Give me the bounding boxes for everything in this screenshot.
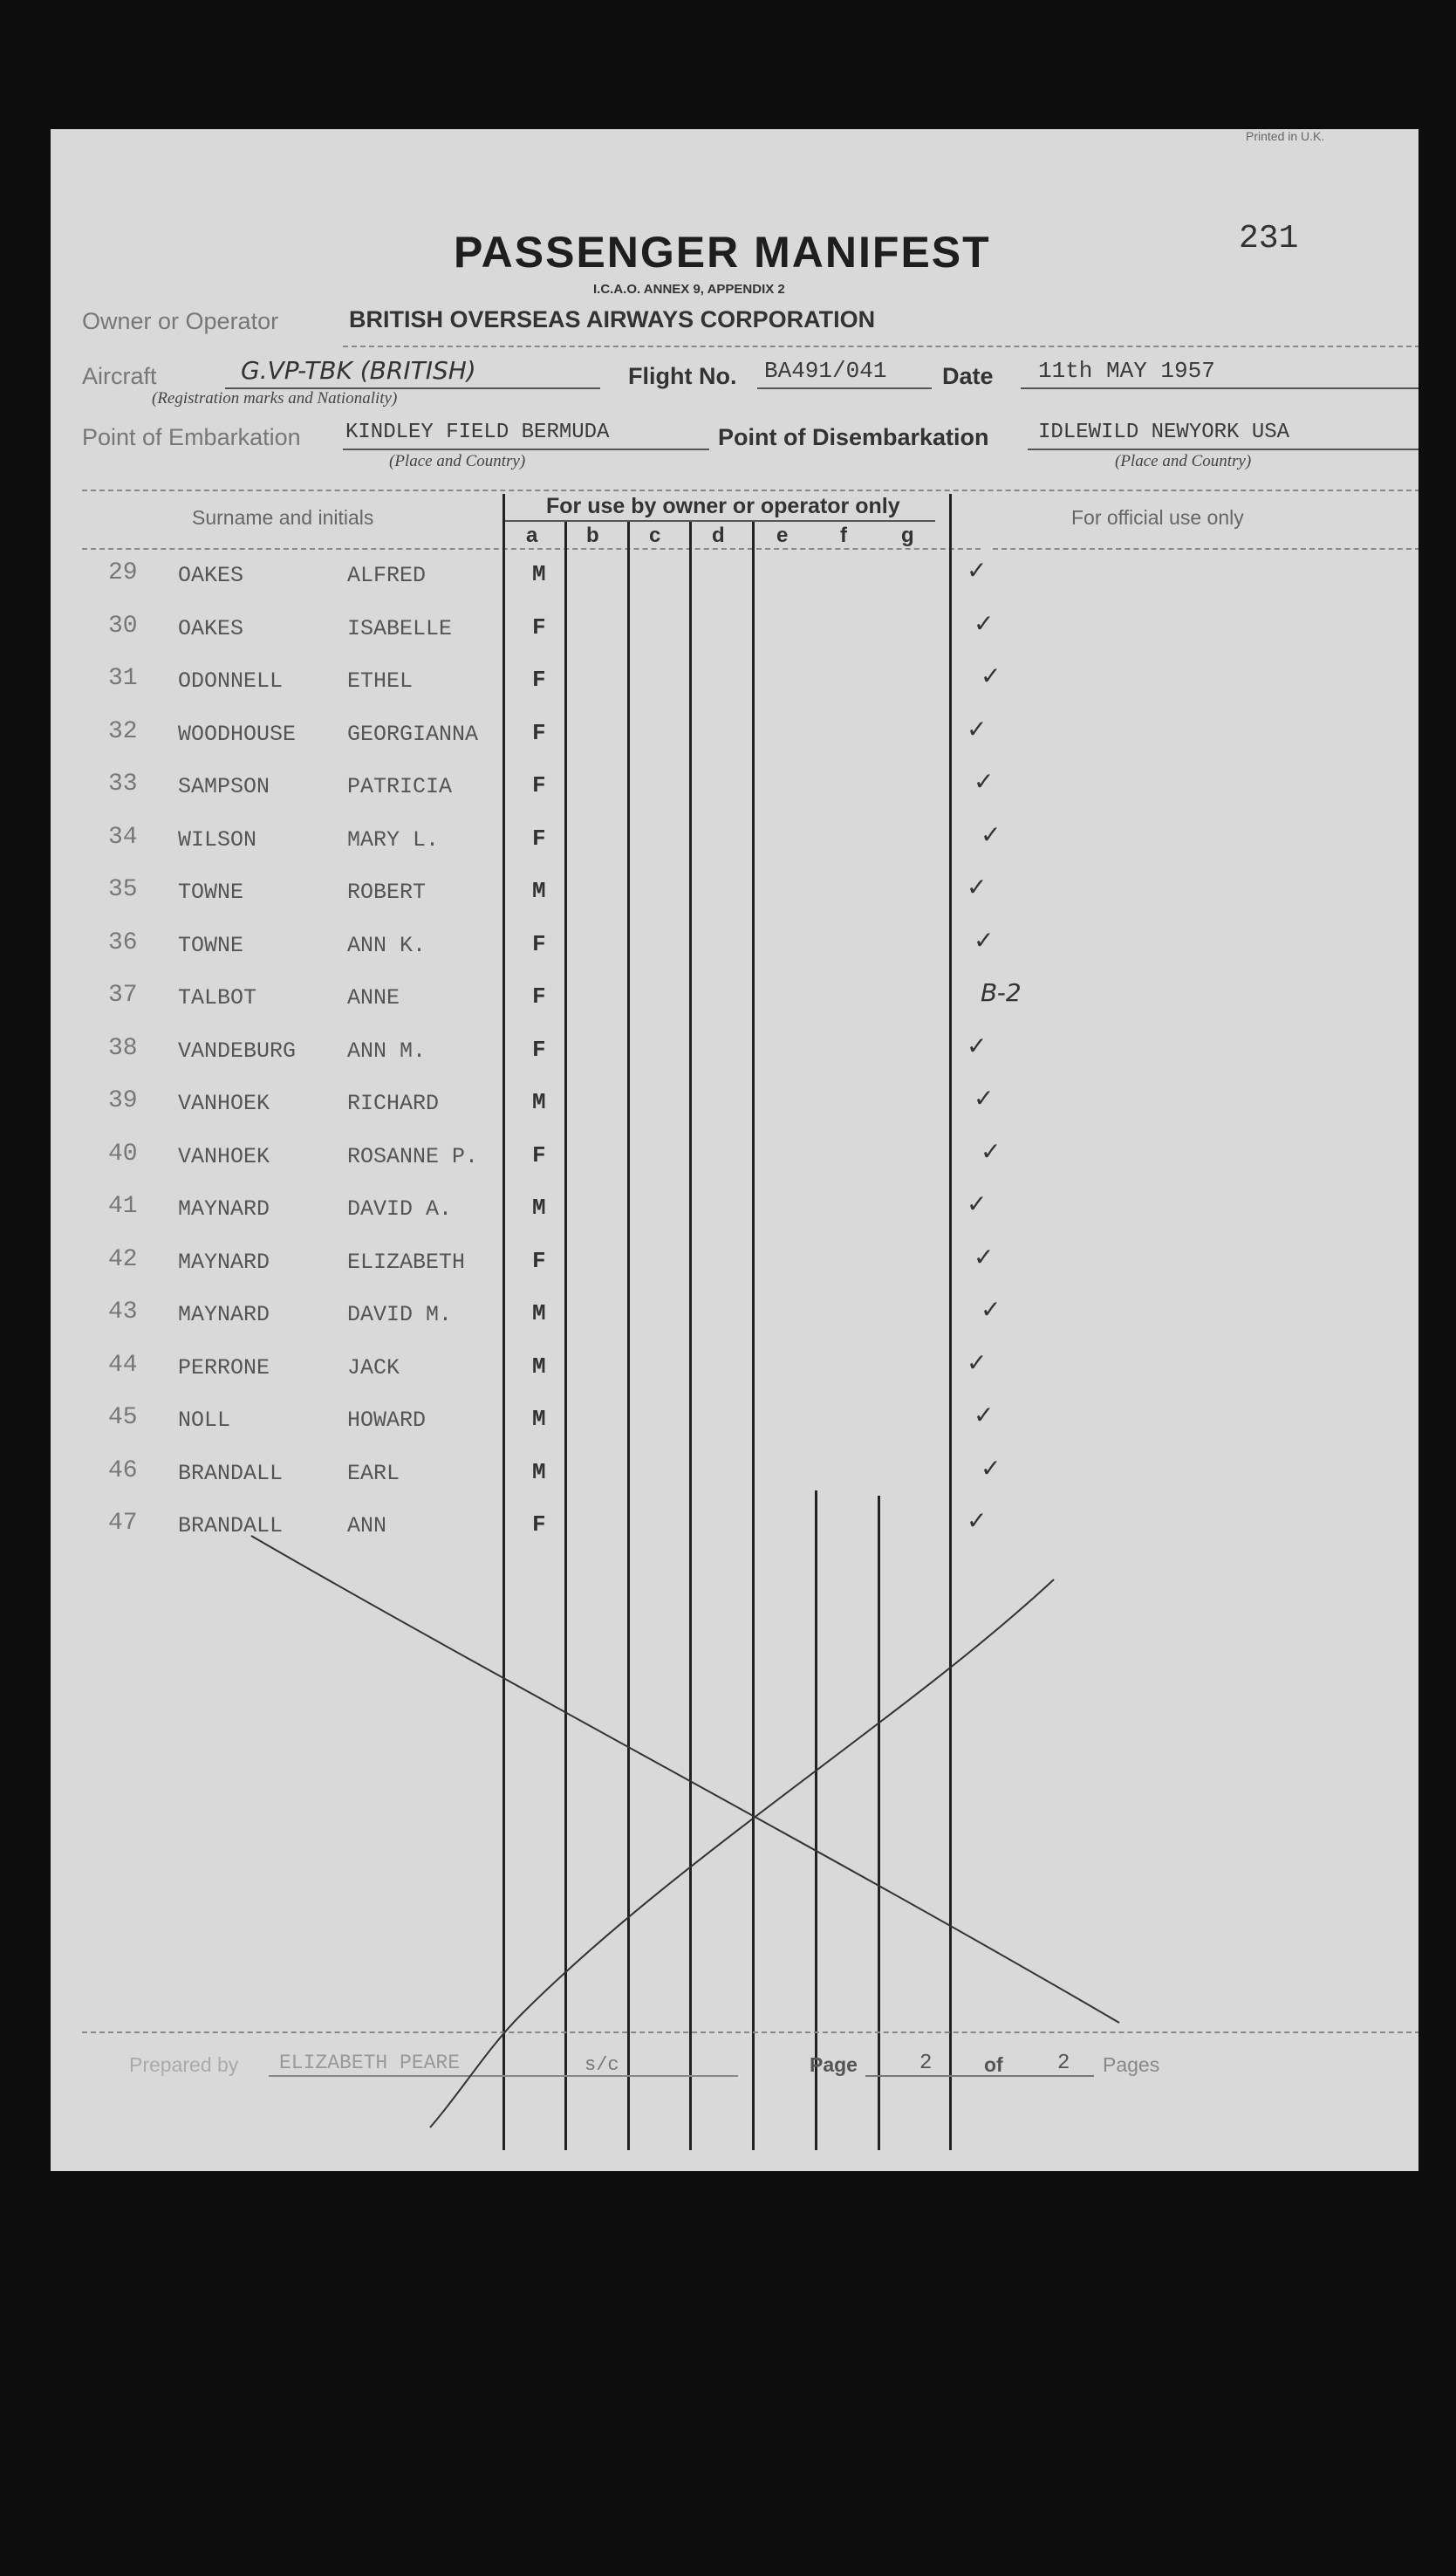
row-number: 41 [108, 1193, 138, 1220]
disembarkation-label: Point of Disembarkation [718, 424, 989, 450]
official-check-mark: ✓ [981, 1137, 1001, 1166]
passenger-sex-code: F [532, 983, 546, 1010]
passenger-given-name: ANN M. [347, 1038, 427, 1064]
passenger-surname: TOWNE [178, 880, 244, 905]
official-check-mark: ✓ [974, 926, 995, 955]
row-number: 30 [108, 613, 138, 640]
aircraft-label: Aircraft [82, 363, 157, 389]
passenger-sex-code: M [532, 1089, 546, 1115]
passenger-given-name: RICHARD [347, 1091, 440, 1116]
row-number: 38 [108, 1035, 138, 1062]
page-label: Page [810, 2053, 858, 2076]
owner-underline [343, 346, 1418, 347]
page-total: 2 [1057, 2052, 1070, 2075]
passenger-surname: TALBOT [178, 985, 257, 1011]
passenger-given-name: GEORGIANNA [347, 722, 479, 747]
passenger-surname: MAYNARD [178, 1196, 270, 1222]
passenger-surname: OAKES [178, 616, 244, 641]
passenger-sex-code: M [532, 1459, 546, 1485]
passenger-sex-code: F [532, 1511, 546, 1538]
passenger-given-name: ISABELLE [347, 616, 453, 641]
passenger-given-name: DAVID A. [347, 1196, 453, 1222]
passenger-surname: VANHOEK [178, 1144, 270, 1169]
table-row [51, 871, 1418, 920]
of-label: of [984, 2053, 1003, 2076]
flight-value: BA491/041 [764, 358, 887, 384]
row-number: 33 [108, 771, 138, 798]
flight-underline [757, 387, 932, 389]
embarkation-underline [343, 449, 709, 450]
table-row [51, 713, 1418, 762]
column-header-rule [82, 548, 981, 550]
passenger-given-name: ANN [347, 1513, 387, 1538]
passenger-surname: VANHOEK [178, 1091, 270, 1116]
passenger-given-name: EARL [347, 1461, 400, 1486]
operator-use-header: For use by owner or operator only [546, 494, 900, 518]
row-number: 46 [108, 1457, 138, 1484]
passenger-given-name: DAVID M. [347, 1302, 453, 1327]
passenger-sex-code: F [532, 720, 546, 746]
page-number: 2 [919, 2052, 933, 2075]
passenger-surname: WILSON [178, 827, 257, 853]
flight-label: Flight No. [628, 363, 737, 389]
official-check-mark: ✓ [967, 1348, 988, 1377]
table-row [51, 1135, 1418, 1184]
passenger-surname: SAMPSON [178, 774, 270, 799]
cross-out-stroke [430, 1579, 1054, 2127]
table-row [51, 1504, 1418, 1553]
passenger-sex-code: F [532, 826, 546, 852]
passenger-given-name: ANN K. [347, 933, 427, 958]
disembarkation-underline [1028, 449, 1418, 450]
passenger-surname: BRANDALL [178, 1461, 284, 1486]
passenger-surname: OAKES [178, 563, 244, 588]
row-number: 47 [108, 1510, 138, 1537]
passenger-sex-code: M [532, 561, 546, 587]
passenger-surname: PERRONE [178, 1355, 270, 1380]
official-check-mark: ✓ [981, 1454, 1001, 1483]
passenger-surname: TOWNE [178, 933, 244, 958]
passenger-surname: BRANDALL [178, 1513, 284, 1538]
aircraft-value: G.VP-TBK (BRITISH) [241, 356, 476, 385]
passenger-given-name: ALFRED [347, 563, 427, 588]
official-check-mark: ✓ [981, 661, 1001, 690]
column-header-d: d [712, 524, 725, 547]
pages-label: Pages [1103, 2053, 1160, 2076]
passenger-surname: NOLL [178, 1408, 231, 1433]
date-label: Date [942, 363, 994, 389]
passenger-surname: MAYNARD [178, 1302, 270, 1327]
manifest-document [51, 129, 1418, 2171]
passenger-sex-code: F [532, 614, 546, 641]
passenger-sex-code: M [532, 1353, 546, 1380]
passenger-sex-code: F [532, 1142, 546, 1168]
row-number: 43 [108, 1298, 138, 1326]
table-row [51, 607, 1418, 656]
passenger-sex-code: F [532, 1037, 546, 1063]
table-row [51, 1346, 1418, 1395]
passenger-sex-code: F [532, 667, 546, 693]
surname-column-header: Surname and initials [192, 506, 374, 529]
date-value: 11th MAY 1957 [1038, 358, 1215, 384]
official-check-mark: ✓ [967, 715, 988, 743]
official-check-mark: ✓ [974, 767, 995, 796]
passenger-given-name: ETHEL [347, 668, 414, 694]
official-check-mark: ✓ [974, 609, 995, 638]
official-check-mark: ✓ [967, 1189, 988, 1218]
passenger-given-name: PATRICIA [347, 774, 453, 799]
disembarkation-note: (Place and Country) [1115, 452, 1252, 470]
passenger-sex-code: F [532, 772, 546, 798]
column-divider [815, 1490, 817, 2150]
row-number: 32 [108, 718, 138, 745]
row-number: 31 [108, 665, 138, 692]
passenger-sex-code: F [532, 1248, 546, 1274]
passenger-surname: WOODHOUSE [178, 722, 297, 747]
official-check-mark: ✓ [974, 1243, 995, 1271]
table-row [51, 1399, 1418, 1448]
document-title: PASSENGER MANIFEST [454, 228, 991, 277]
table-row [51, 924, 1418, 973]
official-check-mark: ✓ [974, 1084, 995, 1113]
embarkation-note: (Place and Country) [389, 452, 526, 470]
passenger-given-name: ROSANNE P. [347, 1144, 479, 1169]
prepared-by-suffix: s/c [584, 2054, 619, 2076]
official-header-rule [993, 548, 1418, 550]
official-use-header: For official use only [1071, 506, 1244, 529]
prepared-by-underline [269, 2075, 738, 2077]
passenger-sex-code: M [532, 878, 546, 904]
embarkation-label: Point of Embarkation [82, 424, 301, 450]
passenger-sex-code: M [532, 1195, 546, 1221]
column-header-g: g [901, 524, 914, 547]
passenger-given-name: ANNE [347, 985, 400, 1011]
official-check-mark: ✓ [974, 1401, 995, 1429]
official-check-mark: ✓ [981, 820, 1001, 849]
table-row [51, 1293, 1418, 1342]
passenger-given-name: ELIZABETH [347, 1250, 466, 1275]
official-check-mark: ✓ [967, 1031, 988, 1060]
passenger-sex-code: F [532, 931, 546, 957]
column-divider [878, 1496, 880, 2150]
passenger-given-name: JACK [347, 1355, 400, 1380]
passenger-sex-code: M [532, 1406, 546, 1432]
column-header-c: c [649, 524, 661, 547]
column-header-b: b [586, 524, 599, 547]
row-number: 44 [108, 1352, 138, 1379]
table-row [51, 1452, 1418, 1501]
column-header-f: f [840, 524, 847, 547]
page-underline [865, 2075, 1094, 2077]
row-number: 34 [108, 824, 138, 851]
table-row [51, 554, 1418, 603]
document-subtitle: I.C.A.O. ANNEX 9, APPENDIX 2 [593, 282, 785, 297]
row-number: 45 [108, 1404, 138, 1431]
passenger-given-name: ROBERT [347, 880, 427, 905]
table-row [51, 976, 1418, 1025]
page-reference-number: 231 [1239, 220, 1299, 257]
table-row [51, 1188, 1418, 1237]
table-row [51, 1241, 1418, 1290]
aircraft-note: (Registration marks and Nationality) [152, 389, 398, 408]
owner-label: Owner or Operator [82, 308, 279, 334]
passenger-sex-code: M [532, 1300, 546, 1326]
table-row [51, 1082, 1418, 1131]
row-number: 36 [108, 929, 138, 956]
embarkation-value: KINDLEY FIELD BERMUDA [345, 421, 610, 444]
official-check-mark: ✓ [967, 873, 988, 901]
row-number: 39 [108, 1087, 138, 1114]
passenger-surname: MAYNARD [178, 1250, 270, 1275]
passenger-given-name: MARY L. [347, 827, 440, 853]
passenger-given-name: HOWARD [347, 1408, 427, 1433]
header-separator [82, 490, 1418, 491]
row-number: 37 [108, 982, 138, 1009]
prepared-by-label: Prepared by [129, 2053, 239, 2076]
prepared-by-value: ELIZABETH PEARE [279, 2052, 461, 2074]
row-number: 42 [108, 1246, 138, 1273]
column-header-a: a [526, 524, 538, 547]
row-number: 40 [108, 1141, 138, 1168]
row-number: 35 [108, 876, 138, 903]
disembarkation-value: IDLEWILD NEWYORK USA [1038, 421, 1290, 444]
table-row [51, 765, 1418, 814]
table-row [51, 1030, 1418, 1079]
column-header-e: e [776, 524, 789, 547]
table-row [51, 819, 1418, 867]
table-bottom-rule [82, 2031, 1418, 2033]
official-check-mark: ✓ [967, 1506, 988, 1535]
official-check-mark: B-2 [981, 978, 1022, 1007]
official-check-mark: ✓ [967, 556, 988, 585]
date-underline [1021, 387, 1418, 389]
printed-in-note: Printed in U.K. [1246, 129, 1325, 143]
table-row [51, 660, 1418, 709]
passenger-surname: VANDEBURG [178, 1038, 297, 1064]
official-check-mark: ✓ [981, 1295, 1001, 1324]
owner-value: BRITISH OVERSEAS AIRWAYS CORPORATION [349, 306, 876, 332]
cross-out-stroke [251, 1536, 1119, 2023]
operator-header-rule [504, 520, 935, 522]
row-number: 29 [108, 559, 138, 586]
passenger-surname: ODONNELL [178, 668, 284, 694]
